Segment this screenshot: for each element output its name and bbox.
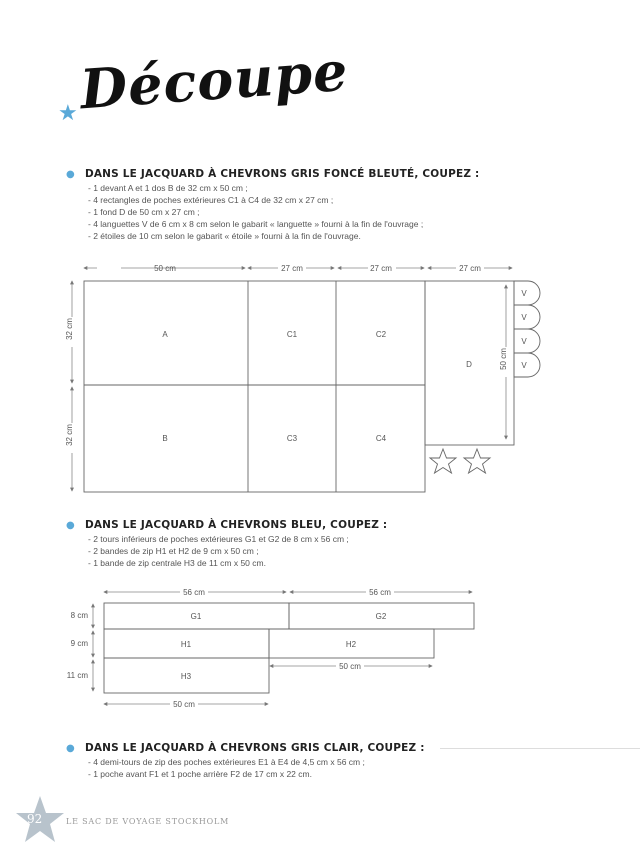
piece-label: H3 bbox=[180, 672, 192, 681]
dim-label: 56 cm bbox=[183, 588, 205, 597]
section-heading: DANS LE JACQUARD À CHEVRONS GRIS FONCÉ BLEUTÉ, COUPEZ : bbox=[84, 168, 480, 180]
bullet-icon: ● bbox=[66, 743, 75, 754]
cutting-section-2 bbox=[66, 519, 606, 569]
bullet-icon: ● bbox=[66, 520, 75, 531]
list-item: - 1 fond D de 50 cm x 27 cm ; bbox=[88, 207, 200, 217]
star-icon: ★ bbox=[58, 100, 78, 125]
list-item: - 1 bande de zip centrale H3 de 11 cm x 50 cm. bbox=[88, 558, 266, 568]
tab-label: V bbox=[521, 313, 527, 322]
cutting-list bbox=[88, 533, 606, 569]
piece-label: D bbox=[466, 360, 472, 369]
cutting-diagram-1 bbox=[0, 255, 640, 500]
piece-label: C2 bbox=[375, 330, 387, 339]
dim-label: 56 cm bbox=[369, 588, 391, 597]
dim-label: 50 cm bbox=[499, 348, 508, 370]
dim-label: 50 cm bbox=[173, 700, 195, 709]
dim-label: 9 cm bbox=[70, 639, 88, 648]
piece-label: G1 bbox=[190, 612, 202, 621]
tab-label: V bbox=[521, 361, 527, 370]
piece-label: C3 bbox=[286, 434, 298, 443]
cutting-diagram-2 bbox=[0, 580, 640, 710]
dim-label: 32 cm bbox=[65, 318, 74, 340]
list-item: - 4 rectangles de poches extérieures C1 à C4 de 32 cm x 27 cm ; bbox=[88, 195, 334, 205]
dim-label: 8 cm bbox=[70, 611, 88, 620]
dim-label: 50 cm bbox=[339, 662, 361, 671]
dim-label: 50 cm bbox=[154, 264, 176, 273]
page-number: 92 bbox=[27, 812, 43, 826]
dim-label: 27 cm bbox=[281, 264, 303, 273]
cutting-section-1 bbox=[66, 168, 606, 242]
piece-label: C4 bbox=[375, 434, 387, 443]
section-heading: DANS LE JACQUARD À CHEVRONS BLEU, COUPEZ : bbox=[84, 519, 388, 531]
piece-label: G2 bbox=[375, 612, 387, 621]
piece-label: A bbox=[162, 330, 168, 339]
list-item: - 1 devant A et 1 dos B de 32 cm x 50 cm ; bbox=[88, 183, 248, 193]
list-item: - 2 étoiles de 10 cm selon le gabarit « étoile » fourni à la fin de l'ouvrage. bbox=[88, 231, 361, 241]
list-item: - 2 bandes de zip H1 et H2 de 9 cm x 50 cm ; bbox=[88, 546, 259, 556]
list-item: - 4 demi-tours de zip des poches extérieures E1 à E4 de 4,5 cm x 56 cm ; bbox=[88, 757, 365, 767]
piece-label: H1 bbox=[180, 640, 192, 649]
list-item: - 4 languettes V de 6 cm x 8 cm selon le gabarit « languette » fourni à la fin de l'ouvrage ; bbox=[88, 219, 424, 229]
tab-label: V bbox=[521, 337, 527, 346]
dim-label: 27 cm bbox=[370, 264, 392, 273]
dim-label: 11 cm bbox=[66, 671, 88, 680]
bullet-icon: ● bbox=[66, 169, 75, 180]
piece-label: H2 bbox=[345, 640, 357, 649]
list-item: - 1 poche avant F1 et 1 poche arrière F2 de 17 cm x 22 cm. bbox=[88, 769, 312, 779]
dim-label: 32 cm bbox=[65, 424, 74, 446]
cutting-section-3 bbox=[66, 742, 606, 780]
tab-label: V bbox=[521, 289, 527, 298]
book-title: LE SAC DE VOYAGE STOCKHOLM bbox=[66, 817, 230, 826]
piece-label: C1 bbox=[286, 330, 298, 339]
list-item: - 2 tours inférieurs de poches extérieures G1 et G2 de 8 cm x 56 cm ; bbox=[88, 534, 349, 544]
piece-label: B bbox=[162, 434, 168, 443]
dim-label: 27 cm bbox=[459, 264, 481, 273]
cutting-list bbox=[88, 182, 606, 242]
page-title: Découpe bbox=[78, 38, 351, 122]
section-heading: DANS LE JACQUARD À CHEVRONS GRIS CLAIR, COUPEZ : bbox=[84, 742, 425, 754]
cutting-list bbox=[88, 756, 606, 780]
